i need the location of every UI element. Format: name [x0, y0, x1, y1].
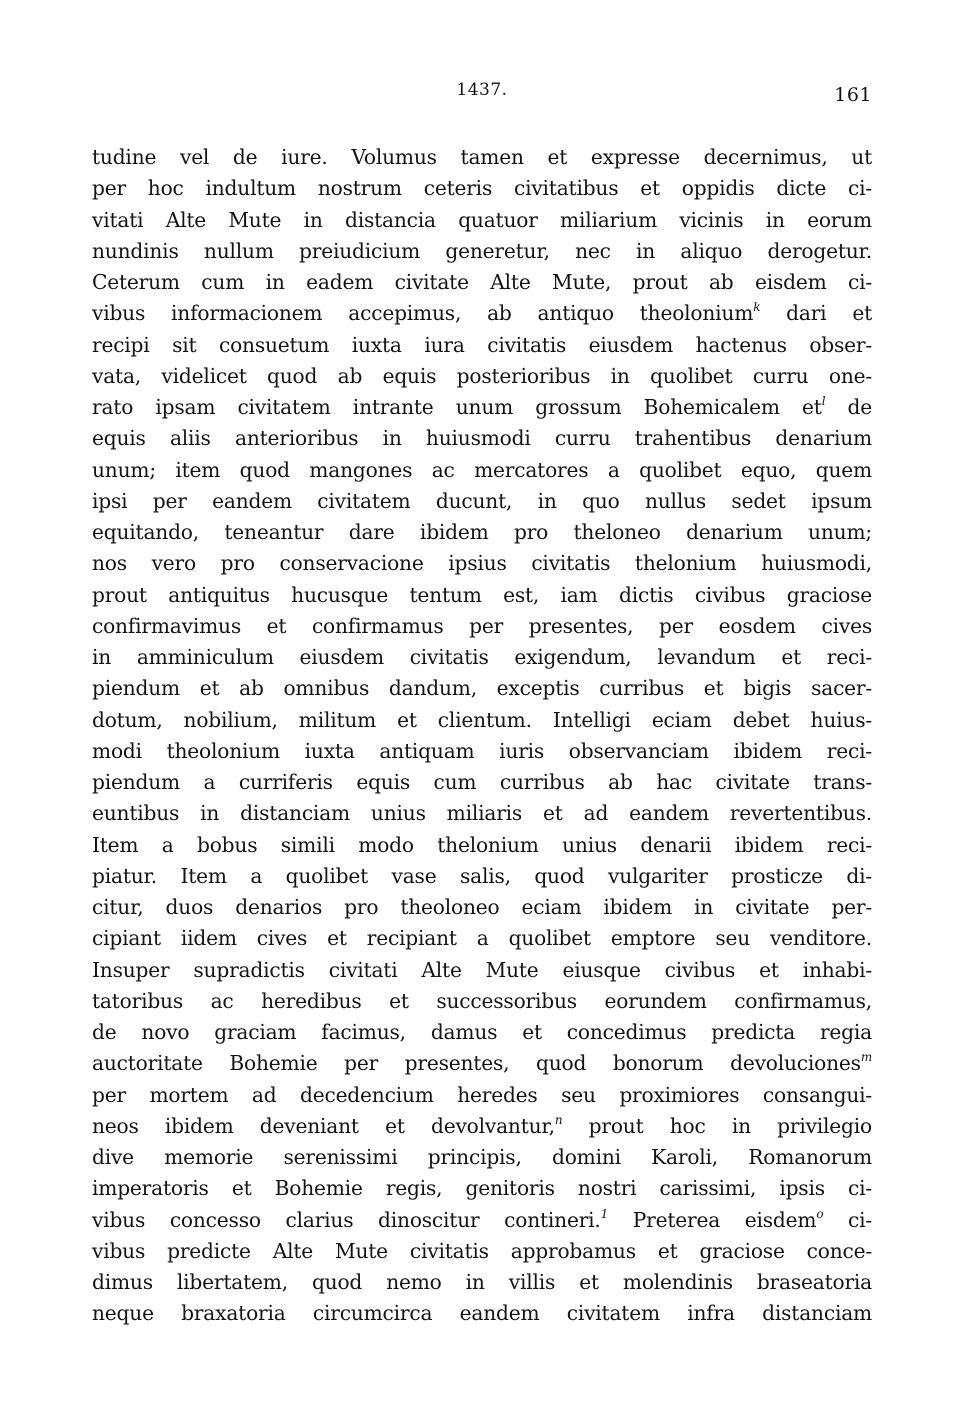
text-segment: neos ibidem deveniant et devolvantur, [92, 1113, 555, 1138]
body-text [92, 142, 872, 1330]
text-line [92, 1173, 872, 1204]
text-line [92, 1017, 872, 1048]
text-line [92, 705, 872, 736]
text-segment: Ceterum cum in eadem civitate Alte Mute, prout ab eisdem ci- [92, 270, 872, 294]
text-line [92, 236, 872, 267]
running-head [92, 78, 872, 108]
text-segment: neque braxatoria circumcirca eandem civitatem infra distanciam [92, 1301, 872, 1326]
text-line [92, 892, 872, 923]
text-segment: modi theolonium iuxta antiquam iuris observanciam ibidem reci- [92, 738, 872, 763]
text-segment: equitando, teneantur dare ibidem pro theloneo denarium unum; [92, 520, 872, 544]
text-line [92, 1267, 872, 1298]
text-segment: dotum, nobilium, militum et clientum. Intelligi eciam debet huius- [92, 707, 872, 732]
text-segment: Insuper supradictis civitati Alte Mute eiusque civibus et inhabi- [92, 957, 872, 982]
text-segment: Preterea eisdem [608, 1207, 817, 1232]
text-line [92, 298, 872, 329]
text-segment: nundinis nullum preiudicium generetur, nec in aliquo derogetur. [92, 238, 872, 263]
text-line [92, 1298, 872, 1329]
footnote-marker: m [860, 1050, 872, 1065]
page-number: 161 [834, 84, 872, 106]
text-line [92, 923, 872, 954]
text-segment: prout hoc in privilegio [562, 1113, 872, 1138]
text-segment: dive memorie serenissimi principis, domini Karoli, Romanorum [92, 1145, 872, 1169]
text-line [92, 1205, 872, 1236]
text-segment: confirmavimus et confirmamus per presentes, per eosdem cives [92, 613, 872, 638]
text-segment: auctoritate Bohemie per presentes, quod bonorum devoluciones [92, 1051, 861, 1076]
footnote-marker: o [816, 1206, 824, 1221]
text-segment: cipiant iidem cives et recipiant a quolibet emptore seu venditore. [92, 926, 872, 951]
text-line [92, 1236, 872, 1267]
text-segment: imperatoris et Bohemie regis, genitoris nostri carissimi, ipsis ci- [92, 1176, 872, 1201]
text-line [92, 1142, 872, 1173]
text-line [92, 673, 872, 704]
text-segment: prout antiquitus hucusque tentum est, iam dictis civibus graciose [92, 582, 872, 607]
text-line [92, 767, 872, 798]
text-segment: dari et [760, 301, 873, 326]
text-line [92, 736, 872, 767]
text-line [92, 1080, 872, 1111]
text-line [92, 423, 872, 454]
text-line [92, 955, 872, 986]
text-line [92, 392, 872, 423]
text-segment: de novo graciam facimus, damus et concedimus predicta regia [92, 1020, 872, 1044]
text-line [92, 267, 872, 298]
text-segment: recipi sit consuetum iuxta iura civitatis eiusdem hactenus obser- [92, 332, 872, 357]
text-line [92, 517, 872, 548]
text-segment: equis aliis anterioribus in huiusmodi curru trahentibus denarium [92, 426, 872, 451]
text-line [92, 1111, 872, 1142]
text-line [92, 330, 872, 361]
text-segment: euntibus in distanciam unius miliaris et ad eandem revertentibus. [92, 801, 872, 826]
text-line [92, 361, 872, 392]
text-line [92, 455, 872, 486]
text-line [92, 861, 872, 892]
text-line [92, 205, 872, 236]
text-line [92, 830, 872, 861]
text-line [92, 986, 872, 1017]
text-segment: ci- [823, 1207, 873, 1232]
text-segment: vibus concesso clarius dinoscitur contineri. [92, 1207, 601, 1232]
text-segment: in amminiculum eiusdem civitatis exigendum, levandum et reci- [92, 645, 872, 669]
text-segment: rato ipsam civitatem intrante unum grossum Bohemicalem et [92, 395, 822, 419]
text-line [92, 798, 872, 829]
text-segment: piatur. Item a quolibet vase salis, quod vulgariter prosticze di- [92, 863, 872, 888]
text-line [92, 642, 872, 673]
text-segment: dimus libertatem, quod nemo in villis et molendinis braseatoria [92, 1270, 872, 1294]
text-segment: ipsi per eandem civitatem ducunt, in quo nullus sedet ipsum [92, 488, 872, 513]
text-segment: unum; item quod mangones ac mercatores a quolibet equo, quem [92, 457, 872, 482]
text-segment: de [825, 395, 873, 419]
text-line [92, 611, 872, 642]
text-segment: tatoribus ac heredibus et successoribus eorundem confirmamus, [92, 988, 872, 1013]
footnote-marker: l [821, 394, 826, 408]
footnote-marker: 1 [600, 1206, 609, 1221]
text-segment: nos vero pro conservacione ipsius civitatis thelonium huiusmodi, [92, 551, 872, 576]
footnote-marker: k [753, 300, 761, 315]
text-line [92, 142, 872, 173]
text-line [92, 1048, 872, 1079]
text-segment: vata, videlicet quod ab equis posterioribus in quolibet curru one- [92, 363, 872, 388]
text-segment: Item a bobus simili modo thelonium unius denarii ibidem reci- [92, 832, 872, 857]
text-line [92, 580, 872, 611]
text-segment: piendum et ab omnibus dandum, exceptis curribus et bigis sacer- [92, 676, 872, 701]
text-line [92, 548, 872, 579]
text-segment: citur, duos denarios pro theoloneo eciam ibidem in civitate per- [92, 895, 872, 919]
text-line [92, 173, 872, 204]
text-segment: per mortem ad decedencium heredes seu proximiores consangui- [92, 1082, 872, 1107]
running-head-year: 1437. [456, 80, 508, 100]
text-segment: vibus informacionem accepimus, ab antiquo theolonium [92, 301, 754, 326]
text-segment: vitati Alte Mute in distancia quatuor miliarium vicinis in eorum [92, 207, 872, 232]
footnote-marker: n [554, 1112, 563, 1127]
text-segment: vibus predicte Alte Mute civitatis approbamus et graciose conce- [92, 1238, 872, 1263]
text-segment: per hoc indultum nostrum ceteris civitatibus et oppidis dicte ci- [92, 176, 872, 201]
text-line [92, 486, 872, 517]
text-segment: piendum a curriferis equis cum curribus ab hac civitate trans- [92, 770, 872, 794]
text-segment: tudine vel de iure. Volumus tamen et expresse decernimus, ut [92, 145, 872, 169]
